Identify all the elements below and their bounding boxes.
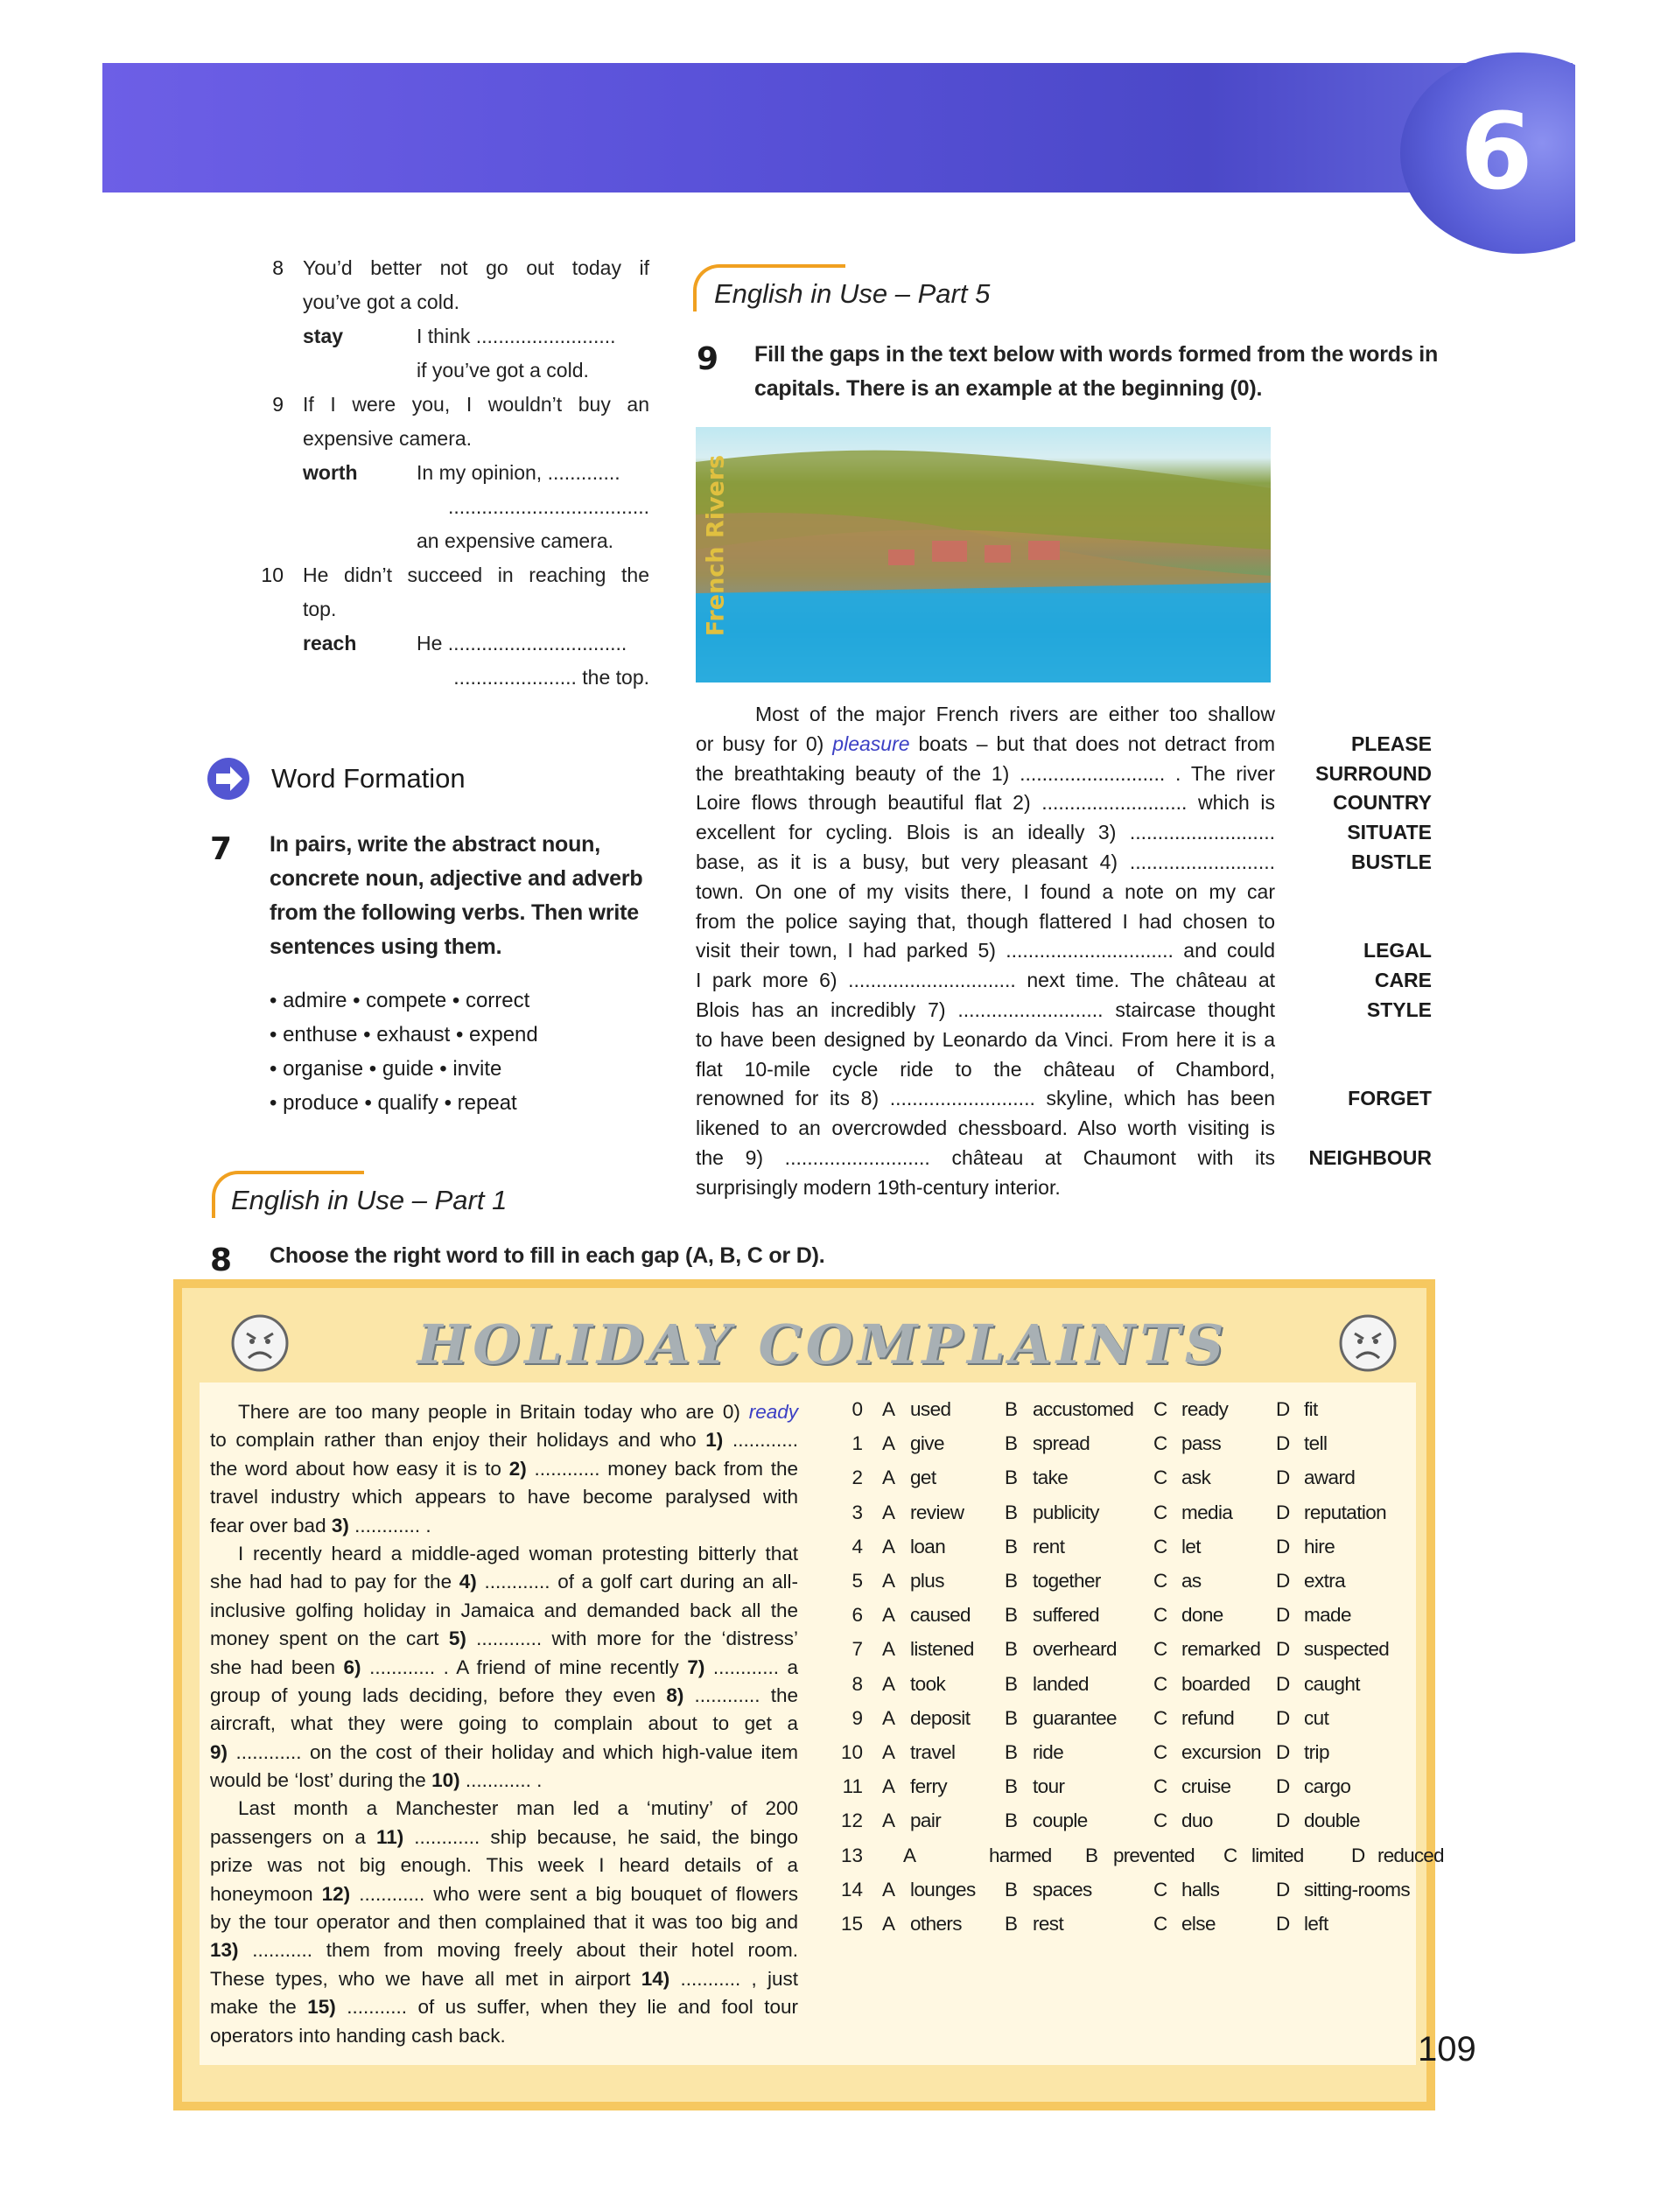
text-line: likened to an overcrowded chessboard. Also worth visiting is <box>696 1116 1275 1140</box>
transformation-number: 8 <box>272 256 284 279</box>
option-letter: B <box>1005 1913 1019 1935</box>
image-label: French Rivers <box>702 454 730 637</box>
transformation-sentence: If I were you, I wouldn’t buy an <box>303 393 649 416</box>
option-number: 3 <box>852 1501 863 1523</box>
option-number: 14 <box>840 1878 863 1900</box>
transformation-sentence: you’ve got a cold. <box>303 290 460 313</box>
option-letter: A <box>882 1466 896 1489</box>
option-word: caught <box>1304 1672 1360 1695</box>
option-letter: A <box>882 1432 896 1455</box>
option-word: award <box>1304 1466 1356 1489</box>
option-letter: C <box>1153 1913 1168 1935</box>
option-word: reduced <box>1377 1844 1444 1866</box>
word-formation-instruction <box>270 828 655 964</box>
option-word: done <box>1181 1604 1223 1627</box>
option-word: ask <box>1181 1466 1211 1489</box>
capital-word: STYLE <box>1366 998 1432 1021</box>
part1-title: English in Use – Part 1 <box>231 1185 508 1215</box>
text-line: group of young lads deciding, before they even 8) ............ the <box>210 1684 798 1706</box>
option-word: publicity <box>1033 1501 1099 1523</box>
option-number: 15 <box>840 1913 863 1935</box>
key-word: reach <box>303 632 357 654</box>
option-letter: D <box>1351 1844 1365 1866</box>
option-word: pair <box>910 1810 942 1832</box>
option-number: 12 <box>840 1810 863 1832</box>
option-word: double <box>1304 1810 1360 1832</box>
text-line: flat 10-mile cycle ride to the château of Chambord, <box>696 1057 1275 1081</box>
option-letter: A <box>882 1913 896 1935</box>
option-letter: A <box>882 1775 896 1798</box>
option-letter: C <box>1153 1535 1168 1558</box>
holiday-complaints-text <box>210 1398 798 2050</box>
exercise-number-8: 8 <box>210 1242 233 1278</box>
option-number: 0 <box>852 1398 863 1420</box>
option-letter: C <box>1153 1398 1168 1420</box>
transformation-sentence: top. <box>303 598 337 620</box>
text-line: passengers on a 11) ............ ship because, he said, the bingo <box>210 1825 798 1848</box>
example-answer: pleasure <box>832 732 910 755</box>
option-letter: B <box>1005 1741 1019 1763</box>
text-line: inclusive golfing holiday in Jamaica and demanded back all the <box>210 1599 798 1621</box>
option-letter: B <box>1005 1706 1019 1729</box>
part5-title: English in Use – Part 5 <box>714 278 991 309</box>
gap-number: 3) <box>331 1514 349 1536</box>
page-number: 109 <box>1418 2030 1476 2068</box>
option-number: 1 <box>852 1432 863 1455</box>
option-word: couple <box>1033 1810 1088 1832</box>
option-word: overheard <box>1033 1638 1117 1661</box>
text-line: 13) ........... them from moving freely about their hotel room. <box>210 1939 798 1962</box>
option-letter: B <box>1005 1432 1019 1455</box>
verb-line: • admire • compete • correct <box>270 989 530 1012</box>
option-word: spaces <box>1033 1878 1092 1900</box>
option-letter: A <box>882 1672 896 1695</box>
option-letter: A <box>882 1570 896 1592</box>
angry-face-icon <box>229 1312 291 1374</box>
option-word: prevented <box>1113 1844 1195 1866</box>
verb-line: • organise • guide • invite <box>270 1057 502 1081</box>
transformation-sentence: He didn’t succeed in reaching the <box>303 564 649 586</box>
option-word: lounges <box>910 1878 976 1900</box>
option-letter: B <box>1005 1466 1019 1489</box>
option-word: review <box>910 1501 964 1523</box>
option-word: took <box>910 1672 946 1695</box>
gap-number: 2) <box>508 1457 527 1480</box>
option-word: suffered <box>1033 1604 1100 1627</box>
option-letter: A <box>882 1398 896 1420</box>
transformation-answer-line: if you’ve got a cold. <box>417 359 589 382</box>
option-word: boarded <box>1181 1672 1251 1695</box>
option-word: pass <box>1181 1432 1222 1455</box>
instruction-line: In pairs, write the abstract noun, <box>270 832 600 857</box>
text-line: excellent for cycling. Blois is an ideally 3) .......................... <box>696 821 1275 844</box>
arrow-icon <box>207 758 249 800</box>
option-word: suspected <box>1304 1638 1390 1661</box>
option-letter: B <box>1005 1775 1019 1798</box>
option-word: ride <box>1033 1741 1064 1763</box>
text-line: by the tour operator and then complained that it was too big and <box>210 1911 798 1934</box>
gap-number: 10) <box>431 1769 460 1792</box>
option-letter: D <box>1276 1535 1291 1558</box>
option-letter: B <box>1005 1398 1019 1420</box>
option-word: get <box>910 1466 936 1489</box>
option-number: 10 <box>840 1741 863 1763</box>
option-letter: C <box>1153 1810 1168 1832</box>
option-letter: D <box>1276 1398 1291 1420</box>
option-letter: A <box>882 1638 896 1661</box>
text-line: the 9) .......................... château at Chaumont with its <box>696 1145 1275 1169</box>
option-word: refund <box>1181 1706 1235 1729</box>
example-answer: ready <box>748 1401 798 1423</box>
text-line: operators into handing cash back. <box>210 2024 506 2047</box>
option-word: guarantee <box>1033 1706 1117 1729</box>
option-word: harmed <box>989 1844 1052 1866</box>
option-letter: B <box>1085 1844 1098 1866</box>
option-letter: C <box>1153 1466 1168 1489</box>
capitals-column <box>1278 700 1432 1242</box>
option-letter: D <box>1276 1466 1291 1489</box>
text-line: to have been designed by Leonardo da Vinci. From here it is a <box>696 1027 1275 1051</box>
option-number: 8 <box>852 1672 863 1695</box>
option-letter: D <box>1276 1878 1291 1900</box>
option-letter: A <box>882 1741 896 1763</box>
option-number: 4 <box>852 1535 863 1558</box>
option-letter: A <box>903 1844 916 1866</box>
text-line: from the police saying that, though flattered I had chosen to <box>696 909 1275 933</box>
option-letter: D <box>1276 1775 1291 1798</box>
capital-word: FORGET <box>1348 1087 1432 1110</box>
option-word: rest <box>1033 1913 1064 1935</box>
option-letter: C <box>1223 1844 1237 1866</box>
option-word: trip <box>1304 1741 1329 1763</box>
option-letter: C <box>1153 1604 1168 1627</box>
exercise-number-7: 7 <box>210 831 233 867</box>
option-word: spread <box>1033 1432 1090 1455</box>
holiday-complaints-title: HOLIDAY COMPLAINTS <box>417 1312 1229 1376</box>
option-number: 11 <box>842 1775 863 1798</box>
gap-number: 6) <box>343 1656 361 1678</box>
gap-number: 14) <box>641 1967 670 1990</box>
option-word: reputation <box>1304 1501 1387 1523</box>
banner-edge <box>1575 52 1654 262</box>
image-label-strip <box>694 427 736 682</box>
text-line: There are too many people in Britain today who are 0) ready <box>238 1401 798 1423</box>
key-word: stay <box>303 325 344 347</box>
option-number: 5 <box>852 1570 863 1592</box>
text-line: Loire flows through beautiful flat 2) .......................... which is <box>696 791 1275 815</box>
option-word: listened <box>910 1638 974 1661</box>
option-word: cut <box>1304 1706 1329 1729</box>
capital-word: COUNTRY <box>1333 791 1432 815</box>
gap-number: 11) <box>375 1825 404 1848</box>
option-letter: B <box>1005 1810 1019 1832</box>
text-line: Most of the major French rivers are either too shallow <box>755 703 1275 725</box>
option-letter: C <box>1153 1741 1168 1763</box>
option-letter: D <box>1276 1501 1291 1523</box>
french-rivers-text <box>696 700 1275 1203</box>
option-word: tell <box>1304 1432 1328 1455</box>
option-letter: C <box>1153 1638 1168 1661</box>
option-letter: A <box>882 1604 896 1627</box>
option-word: caused <box>910 1604 971 1627</box>
text-line: 9) ............ on the cost of their holiday and which high-value item <box>210 1740 798 1763</box>
text-line: travel industry which appears to have become paralysed with <box>210 1486 798 1508</box>
capital-word: NEIGHBOUR <box>1308 1146 1432 1169</box>
gap-number: 1) <box>705 1429 724 1452</box>
option-word: take <box>1033 1466 1069 1489</box>
text-line: Blois has an incredibly 7) .......................... staircase thought <box>696 998 1275 1021</box>
gap-number: 12) <box>321 1882 351 1905</box>
option-word: cargo <box>1304 1775 1351 1798</box>
text-line: fear over bad 3) ............ . <box>210 1514 431 1536</box>
option-number: 7 <box>852 1638 863 1661</box>
option-word: give <box>910 1432 944 1455</box>
gap-number: 5) <box>448 1628 466 1650</box>
option-word: landed <box>1033 1672 1089 1695</box>
option-letter: B <box>1005 1535 1019 1558</box>
text-line: I recently heard a middle-aged woman protesting bitterly that <box>238 1542 798 1564</box>
option-word: plus <box>910 1570 944 1592</box>
gap-number: 13) <box>210 1939 239 1962</box>
option-word: loan <box>910 1535 946 1558</box>
exercise-number-9: 9 <box>697 341 719 377</box>
option-word: travel <box>910 1741 956 1763</box>
capital-word: LEGAL <box>1363 939 1432 962</box>
gap-number: 15) <box>307 1996 336 2019</box>
option-word: else <box>1181 1913 1216 1935</box>
gap-number: 8) <box>666 1684 684 1706</box>
instruction-line: capitals. There is an example at the beginning (0). <box>754 376 1263 401</box>
option-letter: D <box>1276 1810 1291 1832</box>
option-word: remarked <box>1181 1638 1261 1661</box>
transformation-answer-line: He ................................ <box>417 632 627 654</box>
text-line: prize was not big enough. This week I heard details of a <box>210 1854 798 1877</box>
transformation-answer-line: I think ......................... <box>417 325 616 347</box>
transformation-sentence: You’d better not go out today if <box>303 256 649 279</box>
text-line: honeymoon 12) ............ who were sent a big bouquet of flowers <box>210 1882 798 1905</box>
text-line: money spent on the cart 5) ............ with more for the ‘distress’ <box>210 1628 798 1650</box>
option-number: 13 <box>840 1844 863 1866</box>
option-word: deposit <box>910 1706 971 1729</box>
option-word: let <box>1181 1535 1201 1558</box>
option-letter: C <box>1153 1878 1168 1900</box>
transformation-sentence: expensive camera. <box>303 427 473 450</box>
option-word: limited <box>1251 1844 1304 1866</box>
text-line: I park more 6) .............................. next time. The château at <box>696 969 1275 992</box>
option-word: used <box>910 1398 951 1420</box>
option-letter: A <box>882 1878 896 1900</box>
option-letter: A <box>882 1810 896 1832</box>
text-line: the breathtaking beauty of the 1) .......................... . The river <box>696 761 1275 785</box>
option-number: 6 <box>852 1604 863 1627</box>
text-line: the word about how easy it is to 2) ............ money back from the <box>210 1457 798 1480</box>
text-line: make the 15) ........... of us suffer, when they lie and fool tour <box>210 1996 798 2019</box>
option-word: ready <box>1181 1398 1229 1420</box>
option-letter: D <box>1276 1672 1291 1695</box>
text-line: surprisingly modern 19th-century interior. <box>696 1175 1061 1199</box>
option-word: sitting-rooms <box>1304 1878 1410 1900</box>
capital-word: CARE <box>1374 969 1432 992</box>
capital-word: PLEASE <box>1350 732 1432 755</box>
transformation-answer-line: an expensive camera. <box>417 529 614 552</box>
option-letter: B <box>1005 1638 1019 1661</box>
option-word: duo <box>1181 1810 1213 1832</box>
option-letter: A <box>882 1706 896 1729</box>
option-letter: C <box>1153 1706 1168 1729</box>
instruction-line: concrete noun, adjective and adverb <box>270 866 643 891</box>
transformation-number: 9 <box>272 393 284 416</box>
option-word: others <box>910 1913 962 1935</box>
option-word: media <box>1181 1501 1233 1523</box>
part1-instruction: Choose the right word to fill in each gap (A, B, C or D). <box>270 1243 825 1268</box>
option-word: cruise <box>1181 1775 1231 1798</box>
option-letter: D <box>1276 1570 1291 1592</box>
option-letter: C <box>1153 1775 1168 1798</box>
text-line: she had been 6) ............ . A friend of mine recently 7) ............ a <box>210 1656 799 1678</box>
instruction-line: from the following verbs. Then write <box>270 900 639 925</box>
angry-face-icon <box>1337 1312 1398 1374</box>
option-letter: B <box>1005 1570 1019 1592</box>
text-line: would be ‘lost’ during the 10) ............ . <box>210 1769 543 1792</box>
transformation-answer-line: In my opinion, ............. <box>417 461 620 484</box>
option-word: rent <box>1033 1535 1065 1558</box>
text-line: aircraft, what they were going to complain about to get a <box>210 1712 798 1735</box>
option-word: extra <box>1304 1570 1346 1592</box>
option-letter: C <box>1153 1501 1168 1523</box>
option-word: halls <box>1181 1878 1220 1900</box>
answer-options-table <box>831 1398 1444 1958</box>
word-formation-title: Word Formation <box>271 763 466 794</box>
gap-number: 4) <box>459 1571 477 1593</box>
option-word: ferry <box>910 1775 948 1798</box>
instruction-line: Fill the gaps in the text below with words formed from the words in <box>754 342 1439 367</box>
text-line: base, as it is a busy, but very pleasant 4) .......................... <box>696 850 1275 873</box>
capital-word: SURROUND <box>1315 761 1432 785</box>
option-word: hire <box>1304 1535 1335 1558</box>
text-line: renowned for its 8) .......................... skyline, which has been <box>696 1087 1275 1110</box>
option-letter: C <box>1153 1570 1168 1592</box>
transformation-answer-line: .................................... <box>447 495 649 518</box>
text-line: These types, who we have all met in airport 14) ........... , just <box>210 1967 798 1990</box>
unit-banner <box>102 63 1573 192</box>
verb-line: • produce • qualify • repeat <box>270 1091 517 1115</box>
key-word: worth <box>303 461 358 484</box>
option-number: 9 <box>852 1706 863 1729</box>
option-letter: C <box>1153 1432 1168 1455</box>
part5-instruction <box>754 338 1454 406</box>
option-letter: C <box>1153 1672 1168 1695</box>
option-letter: D <box>1276 1741 1291 1763</box>
option-word: fit <box>1304 1398 1318 1420</box>
text-line: Last month a Manchester man led a ‘mutiny’ of 200 <box>238 1797 798 1820</box>
text-line: or busy for 0) pleasure boats – but that does not detract from <box>696 732 1275 755</box>
option-word: accustomed <box>1033 1398 1134 1420</box>
option-letter: B <box>1005 1604 1019 1627</box>
option-letter: D <box>1276 1638 1291 1661</box>
option-word: tour <box>1033 1775 1065 1798</box>
option-word: excursion <box>1181 1741 1261 1763</box>
option-word: together <box>1033 1570 1101 1592</box>
gap-number: 7) <box>687 1656 705 1678</box>
text-line: visit their town, I had parked 5) .............................. and could <box>696 939 1275 962</box>
unit-number: 6 <box>1460 92 1533 214</box>
option-letter: A <box>882 1501 896 1523</box>
transformation-number: 10 <box>261 564 284 586</box>
option-word: made <box>1304 1604 1351 1627</box>
option-word: as <box>1181 1570 1202 1592</box>
text-line: town. On one of my visits there, I found a note on my car <box>696 879 1275 903</box>
capital-word: BUSTLE <box>1351 850 1432 873</box>
text-line: to complain rather than enjoy their holidays and who 1) ............ <box>210 1429 798 1452</box>
verb-list <box>270 984 538 1120</box>
option-letter: D <box>1276 1706 1291 1729</box>
verb-line: • enthuse • exhaust • expend <box>270 1023 538 1046</box>
instruction-line: sentences using them. <box>270 934 502 959</box>
option-letter: B <box>1005 1878 1019 1900</box>
option-letter: D <box>1276 1913 1291 1935</box>
gap-number: 9) <box>210 1740 228 1763</box>
option-letter: B <box>1005 1501 1019 1523</box>
capital-word: SITUATE <box>1347 821 1432 844</box>
text-line: she had had to pay for the 4) ............ of a golf cart during an all- <box>210 1571 798 1593</box>
option-word: left <box>1304 1913 1328 1935</box>
option-letter: D <box>1276 1432 1291 1455</box>
option-letter: A <box>882 1535 896 1558</box>
transformation-answer-line: ...................... the top. <box>453 666 649 689</box>
option-letter: D <box>1276 1604 1291 1627</box>
option-number: 2 <box>852 1466 863 1489</box>
option-letter: B <box>1005 1672 1019 1695</box>
french-rivers-photo <box>696 427 1271 682</box>
